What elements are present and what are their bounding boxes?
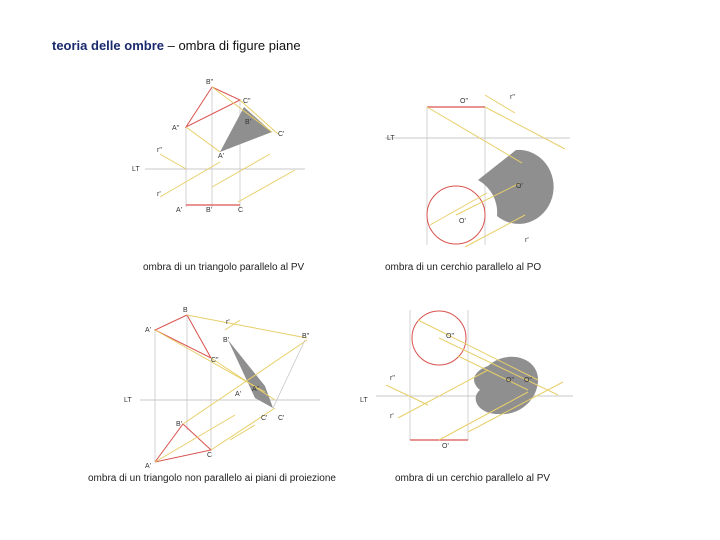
label-r2: r" (510, 94, 515, 101)
triangle-vertical-projection (155, 315, 211, 358)
diagram-triangle-parallel-pv (120, 72, 320, 222)
ray-line (155, 415, 235, 462)
label-c: C (207, 452, 213, 459)
shadow-circle (474, 357, 538, 414)
label-a-bottom: A' (145, 463, 152, 470)
shadow-triangle (220, 107, 272, 152)
label-r1: r' (157, 191, 161, 198)
label-c2: C" (211, 357, 219, 364)
label-o2-shadow-a: O" (506, 377, 514, 384)
ray-line (386, 385, 428, 405)
label-a2-shadow: A' (218, 153, 225, 160)
label-r2: r" (157, 147, 162, 154)
label-o2: O" (460, 98, 468, 105)
diagram-triangle-not-parallel (115, 300, 325, 472)
label-r2: r" (390, 375, 395, 382)
label-a-mid: A' (235, 391, 242, 398)
label-r1: r' (525, 237, 529, 244)
ray-line (186, 127, 220, 152)
label-a-top: A' (145, 327, 152, 334)
label-o1-shadow: O' (516, 183, 523, 190)
label-c-prime-a: C' (261, 415, 268, 422)
caption-circle-parallel-pv: ombra di un cerchio parallelo al PV (395, 473, 551, 484)
label-o1: O' (442, 443, 449, 450)
diagram-circle-parallel-po (375, 85, 575, 250)
label-b-prime-low: B' (176, 421, 183, 428)
label-r1: r' (390, 413, 394, 420)
label-b: B (183, 307, 188, 314)
caption-triangle-not-parallel: ombra di un triangolo non parallelo ai piani di proiezione (88, 473, 336, 484)
triangle-vertical-projection (186, 87, 240, 127)
triangle-horizontal-projection (155, 424, 211, 462)
ray-line (160, 154, 186, 169)
label-lt: LT (132, 166, 140, 173)
ray-line (418, 320, 538, 380)
label-b2-shadow: B' (245, 119, 252, 126)
label-lt: LT (360, 397, 368, 404)
caption-triangle-parallel-pv: ombra di un triangolo parallelo al PV (143, 262, 305, 273)
label-o1: O' (459, 218, 466, 225)
ray-line (398, 370, 488, 418)
ray-line (238, 170, 295, 202)
caption-circle-parallel-po: ombra di un cerchio parallelo al PO (385, 262, 542, 273)
label-lt: LT (387, 135, 395, 142)
page-title (52, 38, 301, 53)
label-o2-shadow-b: O" (524, 377, 532, 384)
label-b2: B" (302, 333, 310, 340)
label-c-prime-b: C' (278, 415, 285, 422)
label-r: r' (226, 319, 230, 326)
page-title-rest: – ombra di figure piane (163, 38, 301, 53)
construction-line (273, 340, 305, 408)
ray-line (230, 425, 255, 440)
label-a-shadow: A" (252, 386, 260, 393)
label-a1: A' (176, 207, 183, 214)
label-c1: C (238, 207, 244, 214)
ray-line (160, 162, 220, 197)
ray-line (183, 340, 307, 424)
ray-line (465, 215, 525, 247)
label-lt: LT (124, 397, 132, 404)
label-b2: B" (206, 79, 214, 86)
ray-line (427, 107, 522, 163)
label-c2-shadow: C' (278, 131, 285, 138)
page-title-bold: teoria delle ombre (52, 38, 164, 53)
label-b1: B' (206, 207, 213, 214)
label-o2: O" (446, 333, 454, 340)
ray-line (485, 107, 565, 149)
label-a2: A" (172, 125, 180, 132)
label-c2: C" (243, 98, 251, 105)
label-b-prime: B' (223, 337, 230, 344)
ray-line (187, 315, 307, 338)
diagram-circle-parallel-pv (358, 300, 578, 452)
